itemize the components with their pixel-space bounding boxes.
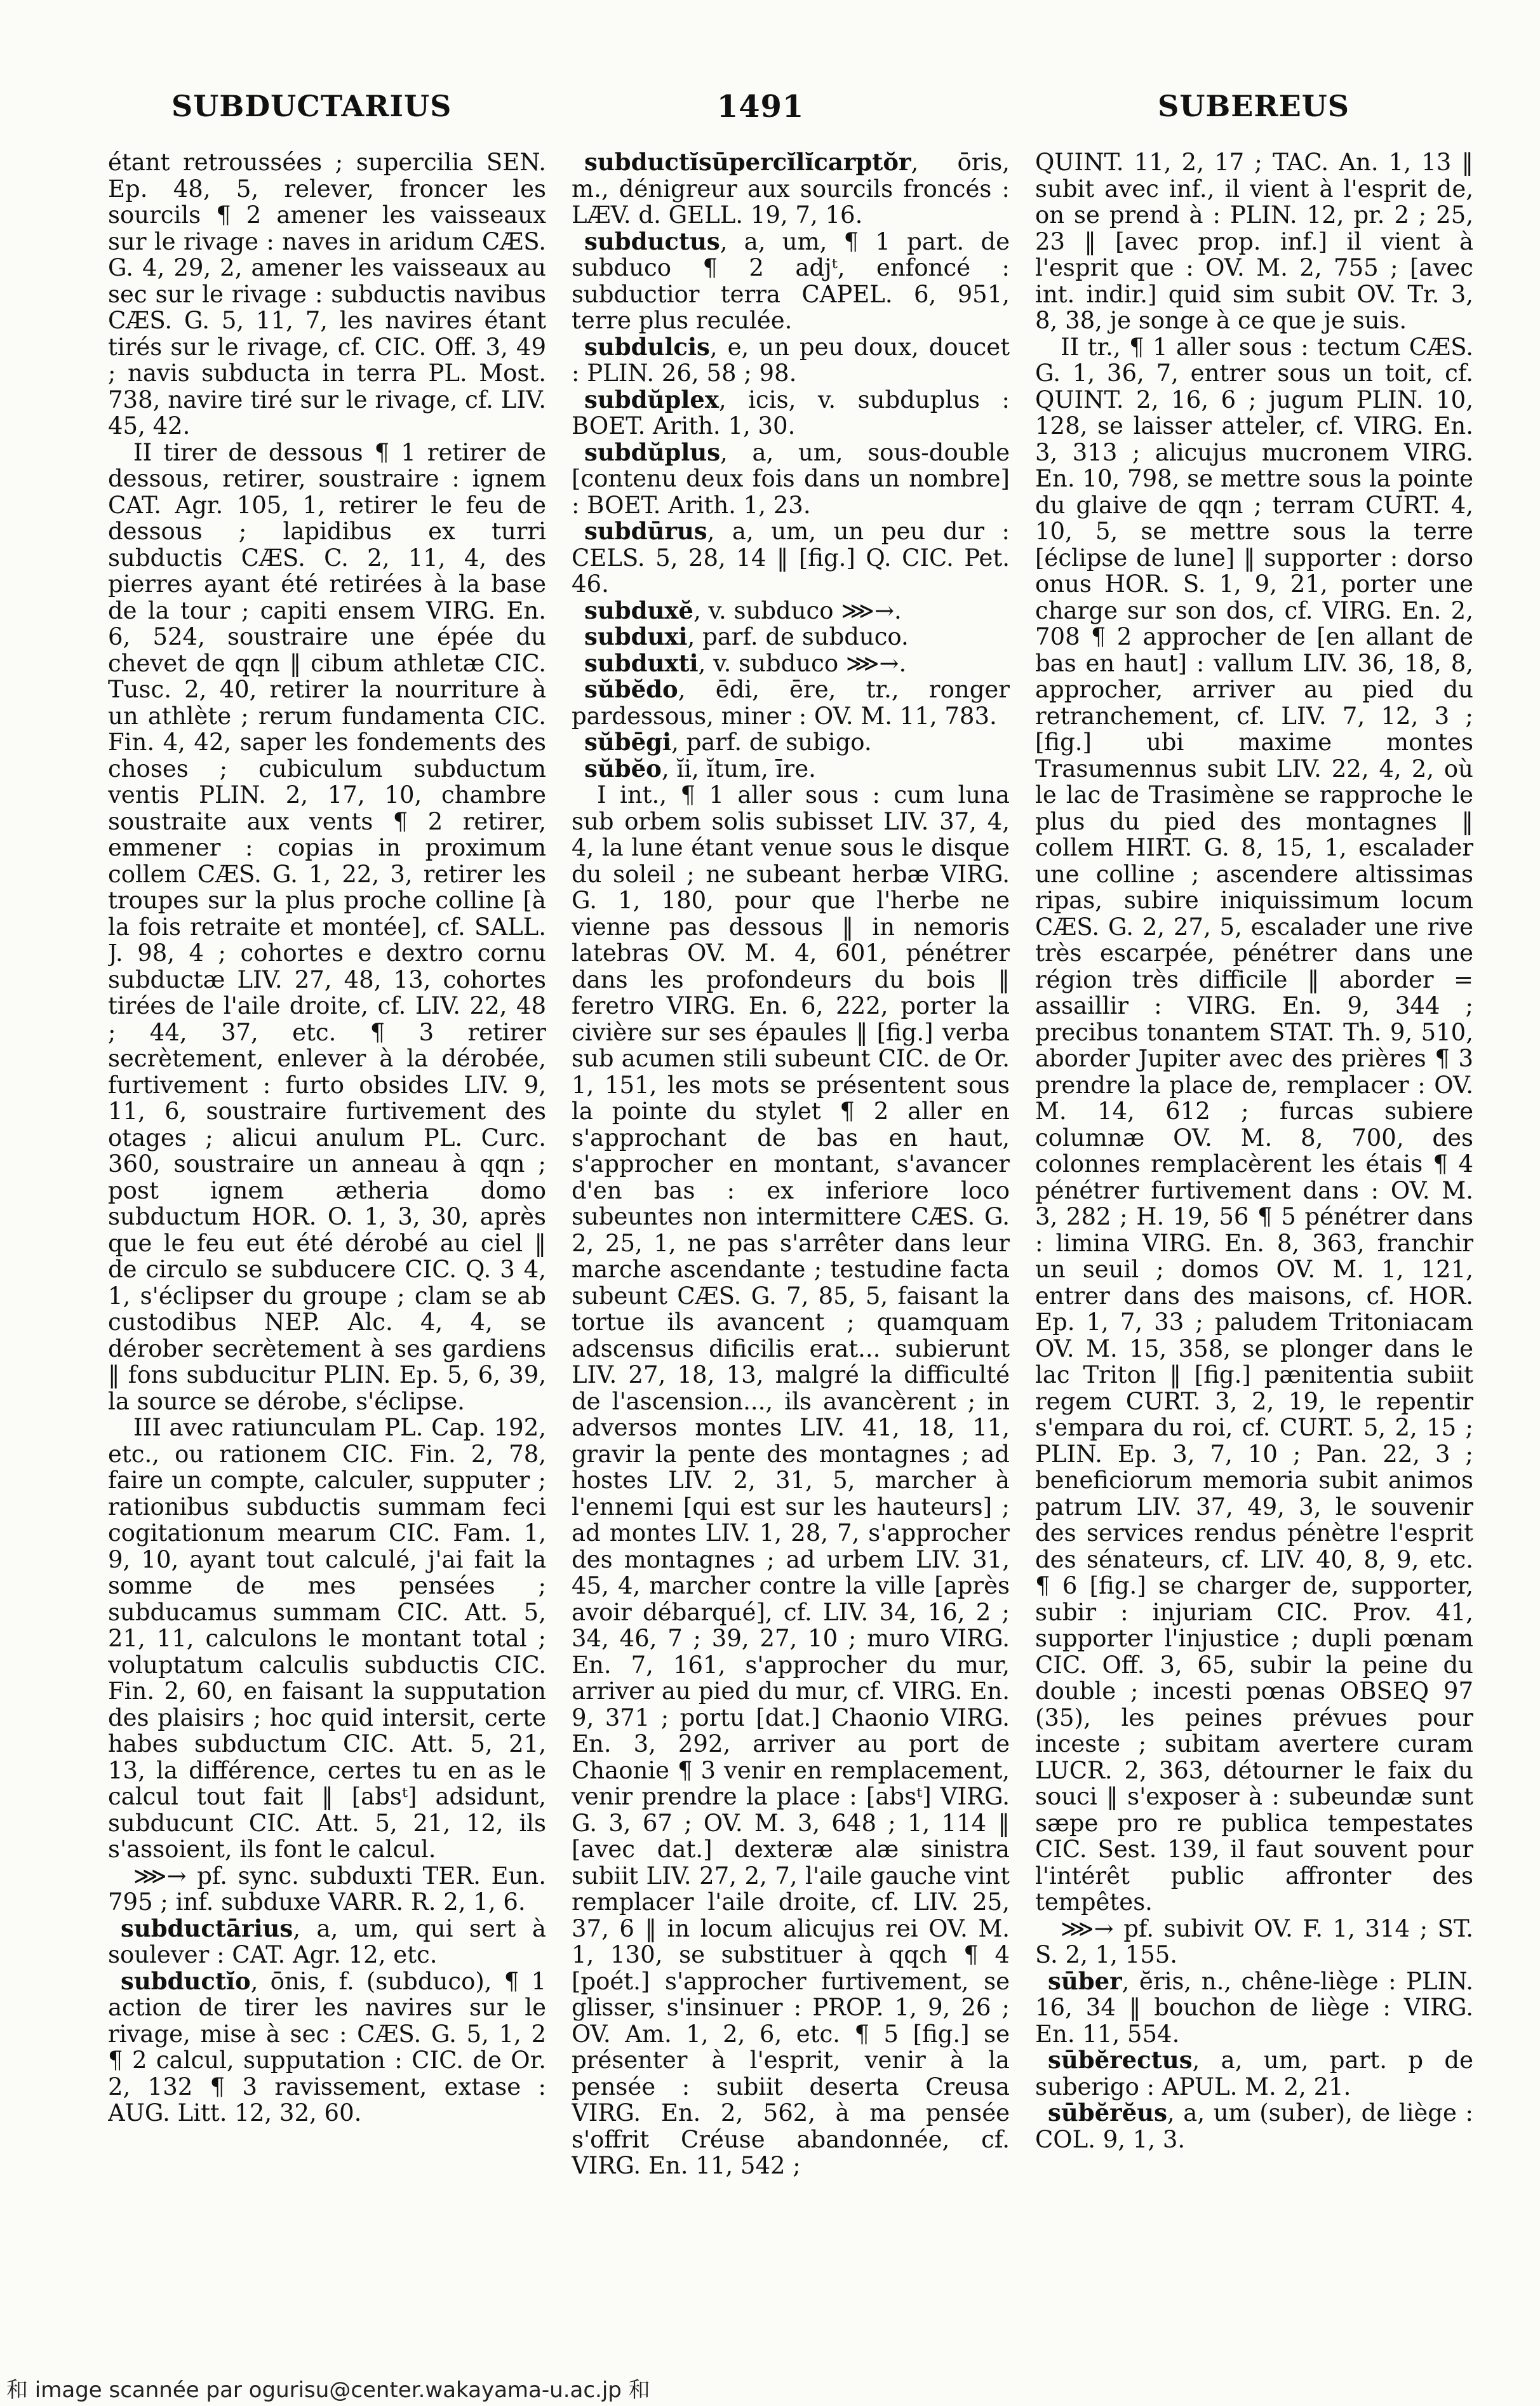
dictionary-entry: sŭbĕo, ĭi, ĭtum, īre. xyxy=(584,754,816,783)
entry-paragraph: ⋙→ pf. sync. subduxti TER. Eun. 795 ; inf. subduxe VARR. R. 2, 1, 6. xyxy=(108,1862,546,1916)
dictionary-entry: subductĭsūpercĭlĭcarptŏr, ōris, m., dénigreur aux sourcils froncés : LÆV. d. GELL. 19, 7, 16. xyxy=(572,149,1010,229)
dictionary-entry: subdŭplex, icis, v. subduplus : BOET. Arith. 1, 30. xyxy=(572,385,1010,440)
dictionary-entry: subdŭplus, a, um, sous-double [contenu deux fois dans un nombre] : BOET. Arith. 1, 23. xyxy=(572,438,1010,519)
entry-paragraph: I int., ¶ 1 aller sous : cum luna sub orbem solis subisset LIV. 37, 4, 4, la lune étant venue sous le disque du soleil ; ne subeant herbæ VIRG. G. 1, 180, pour que l'herbe ne vienne pas dessous ‖ in nemoris latebras OV. M. 4, 601, pénétrer dans les profondeurs du bois ‖ feretro VIRG. En. 6, 222, porter la civière sur ses épaules ‖ [fig.] verba sub acumen stili subeunt CIC. de Or. 1, 151, les mots se présentent sous la pointe du stylet ¶ 2 aller en s'approchant de bas en haut, s'approcher en montant, s'avancer d'en bas : ex inferiore loco subeuntes non intermittere CÆS. G. 2, 25, 1, ne pas s'arrêter dans leur marche ascendante ; testudine facta subeunt CÆS. G. 7, 85, 5, faisant la tortue ils avancent ; quamquam adscensus dificilis erat... subierunt LIV. 27, 18, 13, malgré la difficulté de l'ascension..., ils avancèrent ; in adversos montes LIV. 41, 18, 11, gravir la pente des montagnes ; ad hostes LIV. 2, 31, 5, marcher à l'ennemi [qui est sur les hauteurs] ; ad montes LIV. 1, 28, 7, s'approcher des montagnes ; ad urbem LIV. 31, 45, 4, marcher contre la ville [après avoir débarqué], cf. LIV. 34, 16, 2 ; 34, 46, 7 ; 39, 27, 10 ; muro VIRG. En. 7, 161, s'approcher du mur, arriver au pied du mur, cf. VIRG. En. 9, 371 ; portu [dat.] Chaonio VIRG. En. 3, 292, arriver au port de Chaonie ¶ 3 venir en remplacement, venir prendre la place : [absᵗ] VIRG. G. 3, 67 ; OV. M. 3, 648 ; 1, 114 ‖ [avec dat.] dexteræ alæ sinistra subiit LIV. 27, 2, 7, l'aile gauche vint remplacer l'aile droite, cf. LIV. 25, 37, 6 ‖ in locum alicujus rei OV. M. 1, 130, se substituer à qqch ¶ 4 [poét.] s'approcher furtivement, se glisser, s'insinuer : PROP. 1, 9, 26 ; OV. Am. 1, 2, 6, etc. ¶ 5 [fig.] se présenter à l'esprit, venir à la pensée : subiit deserta Creusa VIRG. En. 2, 562, à ma pensée s'offrit Créuse abandonnée, cf. VIRG. En. 11, 542 ; xyxy=(572,781,1010,2179)
dictionary-entry: subductārius, a, um, qui sert à soulever : CAT. Agr. 12, etc. xyxy=(108,1914,546,1968)
dictionary-entry: sŭbēgi, parf. de subigo. xyxy=(584,728,872,756)
headword: subdulcis xyxy=(584,332,710,361)
header-last-entry: SUBEREUS xyxy=(1158,89,1349,123)
headword: subduxi xyxy=(584,622,688,650)
headword: subductārius xyxy=(121,1914,293,1942)
dictionary-entry: sūbĕrĕus, a, um (suber), de liège : COL. 9, 1, 3. xyxy=(1035,2099,1473,2153)
headword: subduxĕ xyxy=(584,596,693,624)
headword: sūbĕrĕus xyxy=(1048,2099,1167,2127)
headword: subdūrus xyxy=(584,517,707,545)
dictionary-entry: sŭbĕdo, ēdi, ēre, tr., ronger pardessous, miner : OV. M. 11, 783. xyxy=(572,675,1010,730)
dictionary-entry: subdūrus, a, um, un peu dur : CELS. 5, 28, 14 ‖ [fig.] Q. CIC. Pet. 46. xyxy=(572,517,1010,598)
entry-paragraph: ⋙→ pf. subivit OV. F. 1, 314 ; ST. S. 2, 1, 155. xyxy=(1035,1914,1473,1968)
dictionary-entry: subdulcis, e, un peu doux, doucet : PLIN. 26, 58 ; 98. xyxy=(572,332,1010,387)
dictionary-entry: subduxi, parf. de subduco. xyxy=(584,622,909,650)
dictionary-columns xyxy=(108,149,1473,2344)
header-first-entry: SUBDUCTARIUS xyxy=(171,89,452,123)
headword: subdŭplex xyxy=(584,385,719,413)
dictionary-entry: sūbĕrectus, a, um, part. p de suberigo : APUL. M. 2, 21. xyxy=(1035,2046,1473,2100)
entry-paragraph: II tr., ¶ 1 aller sous : tectum CÆS. G. 1, 36, 7, entrer sous un toit, cf. QUINT. 2, 16, 6 ; jugum PLIN. 10, 128, se laisser atteler, cf. VIRG. En. 3, 313 ; alicujus mucronem VIRG. En. 10, 798, se mettre sous la pointe du glaive de qqn ; terram CURT. 4, 10, 5, se mettre sous la terre [éclipse de lune] ‖ supporter : dorso onus HOR. S. 1, 9, 21, porter une charge sur son dos, cf. VIRG. En. 2, 708 ¶ 2 approcher de [en allant de bas en haut] : vallum LIV. 36, 18, 8, approcher, arriver au pied du retranchement, cf. LIV. 7, 12, 3 ; [fig.] ubi maxime montes Trasumennus subit LIV. 22, 4, 2, où le lac de Trasimène se rapproche le plus du pied des montagnes ‖ collem HIRT. G. 8, 15, 1, escalader une colline ; ascendere altissimas ripas, subire iniquissimum locum CÆS. G. 2, 27, 5, escalader une rive très escarpée, pénétrer dans une région très difficile ‖ aborder = assaillir : VIRG. En. 9, 344 ; precibus tonantem STAT. Th. 9, 510, aborder Jupiter avec des prières ¶ 3 prendre la place de, remplacer : OV. M. 14, 612 ; furcas subiere columnæ OV. M. 8, 700, des colonnes remplacèrent les étais ¶ 4 pénétrer furtivement dans : OV. M. 3, 282 ; H. 19, 56 ¶ 5 pénétrer dans : limina VIRG. En. 8, 363, franchir un seuil ; domos OV. M. 1, 121, entrer dans des maisons, cf. HOR. Ep. 1, 7, 33 ; paludem Tritoniacam OV. M. 15, 358, se plonger dans le lac Triton ‖ [fig.] pænitentia subiit regem CURT. 3, 2, 19, le repentir s'empara du roi, cf. CURT. 5, 2, 15 ; PLIN. Ep. 3, 7, 10 ; Pan. 22, 3 ; beneficiorum memoria subit animos patrum LIV. 37, 49, 3, le souvenir des services rendus pénètre l'esprit des sénateurs, cf. LIV. 40, 8, 9, etc. ¶ 6 [fig.] se charger de, supporter, subir : injuriam CIC. Prov. 41, supporter l'injustice ; dupli pœnam CIC. Off. 3, 65, subir la peine du double ; incesti pœnas OBSEQ 97 (35), les peines prévues pour inceste ; subitam avertere curam LUCR. 2, 363, détourner le faix du souci ‖ s'exposer à : subeundæ sunt sæpe pro re publica tempestates CIC. Sest. 139, il faut souvent pour l'intérêt public affronter des tempêtes. xyxy=(1035,333,1473,1916)
dictionary-entry: subductus, a, um, ¶ 1 part. de subduco ¶ 2 adjᵗ, enfoncé : subductior terra CAPEL. 6, 951, terre plus reculée. xyxy=(572,227,1010,334)
scan-credit: 和 image scannée par ogurisu@center.wakayama-u.ac.jp 和 xyxy=(6,2377,650,2403)
column-3 xyxy=(1035,149,1473,2344)
headword: sŭbēgi xyxy=(584,728,672,756)
dictionary-entry: subduxĕ, v. subduco ⋙→. xyxy=(584,596,902,624)
headword: sŭbĕo xyxy=(584,754,662,783)
column-2 xyxy=(572,149,1010,2344)
column-1 xyxy=(108,149,546,2344)
headword: subductĭsūpercĭlĭcarptŏr xyxy=(584,149,911,176)
entry-paragraph: II tirer de dessous ¶ 1 retirer de dessous, retirer, soustraire : ignem CAT. Agr. 105, 1, retirer le feu de dessous ; lapidibus ex turri subductis CÆS. C. 2, 11, 4, des pierres ayant été retirées à la base de la tour ; capiti ensem VIRG. En. 6, 524, soustraire une épée du chevet de qqn ‖ cibum athletæ CIC. Tusc. 2, 40, retirer la nourriture à un athlète ; rerum fundamenta CIC. Fin. 4, 42, saper les fondements des choses ; cubiculum subductum ventis PLIN. 2, 17, 10, chambre soustraite aux vents ¶ 2 retirer, emmener : copias in proximum collem CÆS. G. 1, 22, 3, retirer les troupes sur la plus proche colline [à la fois retraite et montée], cf. SALL. J. 98, 4 ; cohortes e dextro cornu subductæ LIV. 27, 48, 13, cohortes tirées de l'aile droite, cf. LIV. 22, 48 ; 44, 37, etc. ¶ 3 retirer secrètement, enlever à la dérobée, furtivement : furto obsides LIV. 9, 11, 6, soustraire furtivement des otages ; alicui anulum PL. Curc. 360, soustraire un anneau à qqn ; post ignem ætheria domo subductum HOR. O. 1, 3, 30, après que le feu eut été dérobé au ciel ‖ de circulo se subducere CIC. Q. 3 4, 1, s'éclipser du groupe ; clam se ab custodibus NEP. Alc. 4, 4, se dérober secrètement à ses gardiens ‖ fons subducitur PLIN. Ep. 5, 6, 39, la source se dérobe, s'éclipse. xyxy=(108,438,546,1415)
page-header xyxy=(171,89,1349,146)
headword: sūber xyxy=(1048,1966,1122,1995)
headword: subductĭo xyxy=(121,1966,251,1995)
dictionary-entry: subductĭo, ōnis, f. (subduco), ¶ 1 action de tirer les navires sur le rivage, mise à sec : CÆS. G. 5, 1, 2 ¶ 2 calcul, supputation : CIC. de Or. 2, 132 ¶ 3 ravissement, extase : AUG. Litt. 12, 32, 60. xyxy=(108,1966,546,2127)
headword: subductus xyxy=(584,227,720,255)
dictionary-entry: subduxti, v. subduco ⋙→. xyxy=(584,649,907,677)
headword: sŭbĕdo xyxy=(584,675,678,703)
headword: subduxti xyxy=(584,649,699,677)
headword: subdŭplus xyxy=(584,438,721,466)
entry-paragraph: étant retroussées ; supercilia SEN. Ep. 48, 5, relever, froncer les sourcils ¶ 2 amener les vaisseaux sur le rivage : naves in aridum CÆS. G. 4, 29, 2, amener les vaisseaux au sec sur le rivage : subductis navibus CÆS. G. 5, 11, 7, les navires étant tirés sur le rivage, cf. CIC. Off. 3, 49 ; navis subducta in terra PL. Most. 738, navire tiré sur le rivage, cf. LIV. 45, 42. xyxy=(108,149,546,440)
entry-paragraph: QUINT. 11, 2, 17 ; TAC. An. 1, 13 ‖ subit avec inf., il vient à l'esprit de, on se prend à : PLIN. 12, pr. 2 ; 25, 23 ‖ [avec prop. inf.] il vient à l'esprit que : OV. M. 2, 755 ; [avec int. indir.] quid sim subit OV. Tr. 3, 8, 38, je songe à ce que je suis. xyxy=(1035,149,1473,334)
entry-paragraph: III avec ratiunculam PL. Cap. 192, etc., ou rationem CIC. Fin. 2, 78, faire un compte, calculer, supputer ; rationibus subductis summam feci cogitationum mearum CIC. Fam. 1, 9, 10, ayant tout calculé, j'ai fait la somme de mes pensées ; subducamus summam CIC. Att. 5, 21, 11, calculons le montant total ; voluptatum calculis subductis CIC. Fin. 2, 60, en faisant la supputation des plaisirs ; hoc quid intersit, certe habes subductum CIC. Att. 5, 21, 13, la différence, certes tu en as le calcul tout fait ‖ [absᵗ] adsidunt, subducunt CIC. Att. 5, 21, 12, ils s'assoient, ils font le calcul. xyxy=(108,1414,546,1863)
headword: sūbĕrectus xyxy=(1048,2046,1193,2074)
dictionary-entry: sūber, ĕris, n., chêne-liège : PLIN. 16, 34 ‖ bouchon de liège : VIRG. En. 11, 554. xyxy=(1035,1966,1473,2048)
page-number: 1491 xyxy=(716,89,805,124)
